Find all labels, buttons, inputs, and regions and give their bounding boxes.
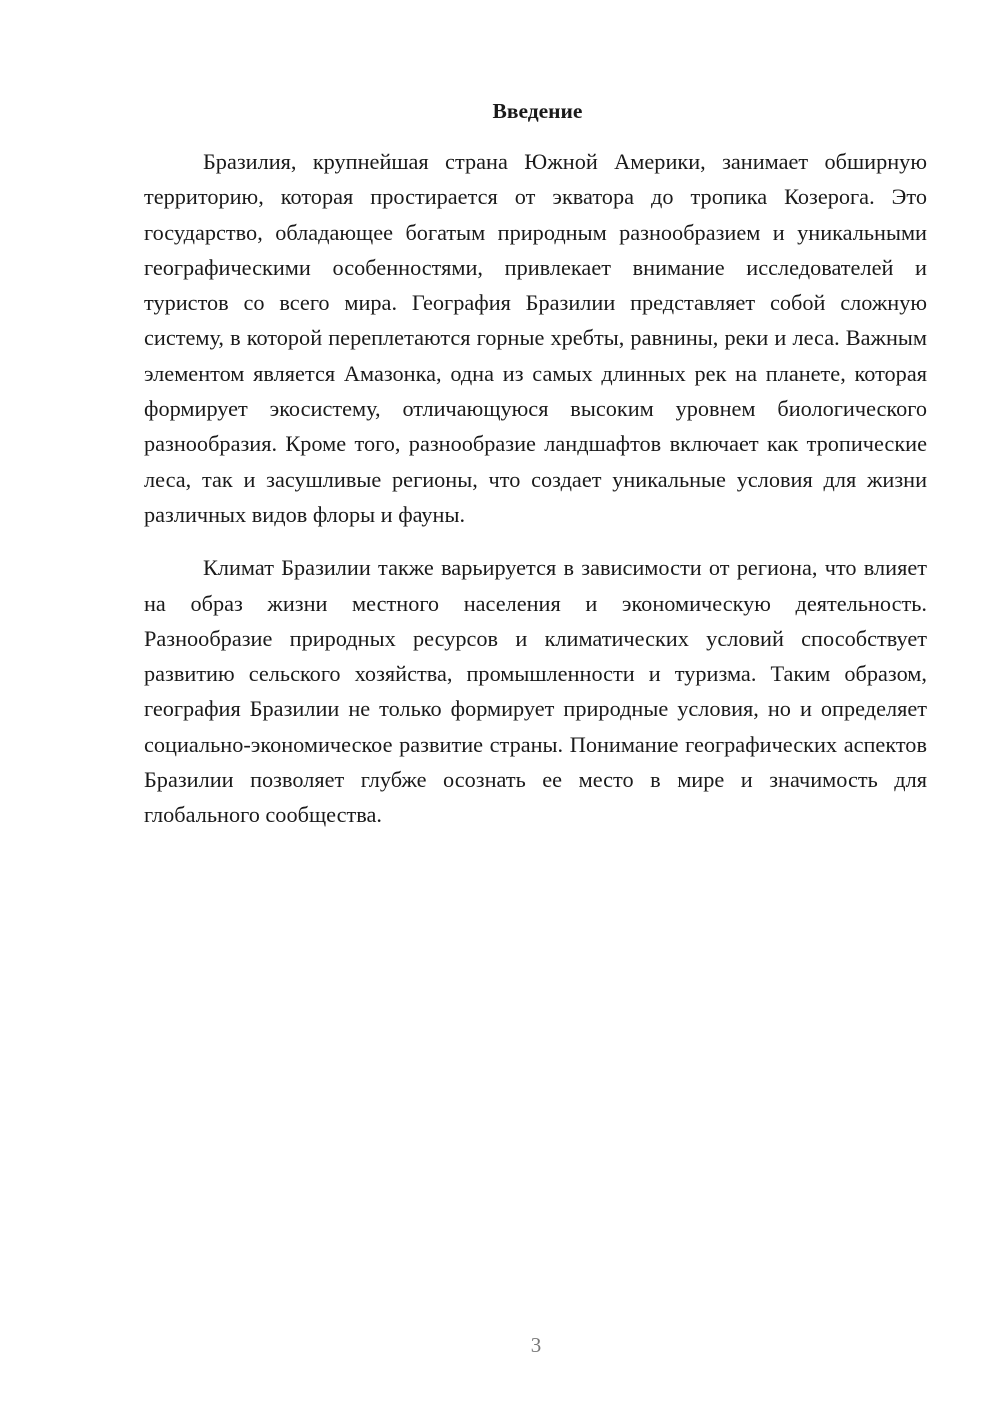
page-content <box>144 96 927 833</box>
page-number: 3 <box>530 1333 542 1357</box>
section-heading: Введение <box>492 99 583 123</box>
paragraph-1: Бразилия, крупнейшая страна Южной Америки, занимает обширную территорию, которая простирается от экватора до тропика Козерога. Это государство, обладающее богатым природным разнообразием и уникальными географическими особенностями, привлекает внимание исследователей и туристов со всего мира. География Бразилии представляет собой сложную систему, в которой переплетаются горные хребты, равнины, реки и леса. Важным элементом является Амазонка, одна из самых длинных рек на планете, которая формирует экосистему, отличающуюся высоким уровнем биологического разнообразия. Кроме того, разнообразие ландшафтов включает как тропические леса, так и засушливые регионы, что создает уникальные условия для жизни различных видов флоры и фауны. <box>144 149 927 527</box>
paragraph-2: Климат Бразилии также варьируется в зависимости от региона, что влияет на образ жизни местного населения и экономическую деятельность. Разнообразие природных ресурсов и климатических условий способствует развитию сельского хозяйства, промышленности и туризма. Таким образом, география Бразилии не только формирует природные условия, но и определяет социально-экономическое развитие страны. Понимание географических аспектов Бразилии позволяет глубже осознать ее место в мире и значимость для глобального сообщества. <box>144 555 927 828</box>
